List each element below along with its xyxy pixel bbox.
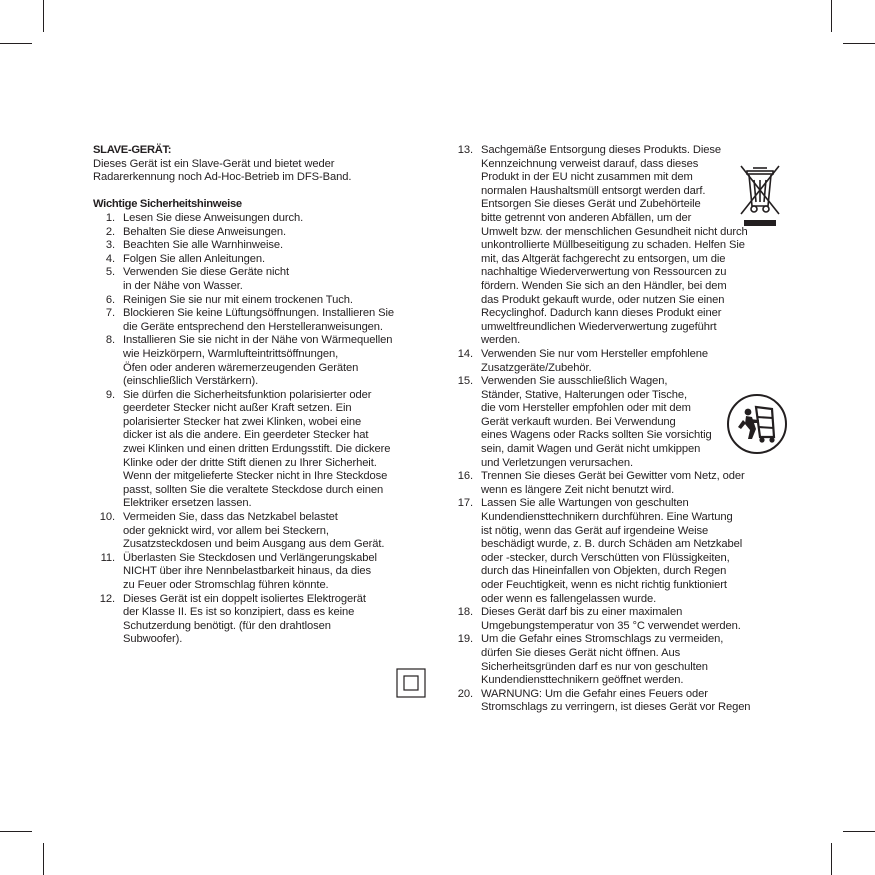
- text-line: oder wenn es fallengelassen wurde.: [481, 592, 657, 605]
- item-number: 13.: [457, 144, 473, 156]
- item-number: 16.: [457, 470, 473, 483]
- crop-mark: [43, 843, 44, 875]
- item-text: [481, 633, 785, 687]
- item-text: [481, 497, 785, 606]
- crop-mark: [843, 43, 875, 44]
- safety-item: [93, 212, 438, 226]
- slave-heading: SLAVE-GERÄT:: [93, 144, 172, 156]
- crop-mark: [831, 0, 832, 32]
- item-number: 9.: [105, 388, 115, 401]
- text-line: Lassen Sie alle Wartungen von geschulten: [481, 497, 689, 510]
- safety-item: [455, 497, 785, 606]
- item-number: 5.: [105, 266, 115, 279]
- text-line: Zusatzgeräte/Zubehör.: [481, 361, 592, 374]
- text-line: Klinke oder der dritte Stift dienen zu Ihrer Sicherheit.: [123, 456, 377, 469]
- text-line: Dieses Gerät darf bis zu einer maximalen: [481, 606, 683, 619]
- safety-item: [93, 511, 438, 552]
- text-line: Verwenden Sie diese Geräte nicht: [123, 266, 289, 279]
- text-line: Zusatzsteckdosen und beim Ausgang aus dem Gerät.: [123, 538, 385, 551]
- text-line: sein, damit Wagen und Gerät nicht umkippen: [481, 443, 701, 456]
- text-line: Kennzeichnung verweist darauf, dass dieses: [481, 157, 699, 170]
- item-text: [123, 552, 438, 593]
- text-line: Reinigen Sie sie nur mit einem trockenen Tuch.: [123, 293, 353, 306]
- text-line: Radarerkennung noch Ad-Hoc-Betrieb im DFS-Band.: [93, 171, 352, 184]
- left-column: [93, 144, 438, 647]
- text-line: Ständer, Stative, Halterungen oder Tische,: [481, 388, 688, 401]
- text-line: zwei Klinken und einen dritten Erdungsstift. Die dickere: [123, 443, 391, 456]
- text-line: werden.: [481, 334, 521, 347]
- item-number: 17.: [457, 497, 473, 510]
- item-number: 6.: [105, 293, 115, 306]
- slave-description: [93, 158, 438, 185]
- safety-item: [455, 144, 785, 348]
- item-text: [123, 294, 438, 308]
- text-line: zu Feuer oder Stromschlag führen könnte.: [123, 579, 329, 591]
- safety-item: [455, 606, 785, 633]
- text-line: der Klasse II. Es ist so konzipiert, dass es keine: [123, 606, 355, 619]
- text-line: passt, sollten Sie die veraltete Steckdose durch einen: [123, 483, 384, 496]
- safety-item: [93, 552, 438, 593]
- text-line: wenn es längere Zeit nicht benutzt wird.: [481, 483, 675, 496]
- safety-item: [93, 307, 438, 334]
- text-line: dicker ist als die andere. Ein geerdeter Stecker hat: [123, 429, 369, 442]
- safety-item: [455, 470, 785, 497]
- text-line: NICHT über ihre Nennbelastbarkeit hinaus, da dies: [123, 565, 371, 578]
- text-line: Umgebungstemperatur von 35 °C verwendet werden.: [481, 619, 741, 632]
- text-line: in der Nähe von Wasser.: [123, 279, 243, 292]
- text-line: Schutzerdung benötigt. (für den drahtlosen: [123, 619, 331, 632]
- item-text: [481, 470, 785, 497]
- crop-mark: [843, 831, 875, 832]
- text-line: Produkt in der EU nicht zusammen mit dem: [481, 171, 693, 184]
- double-square-class-ii-icon: [396, 668, 426, 698]
- item-number: 14.: [457, 347, 473, 360]
- text-line: Umwelt bzw. der menschlichen Gesundheit nicht durch: [481, 225, 748, 238]
- safety-item: [455, 633, 785, 687]
- text-line: oder -stecker, durch Verschütten von Flüssigkeiten,: [481, 551, 730, 564]
- text-line: dürfen Sie dieses Gerät nicht öffnen. Aus: [481, 646, 681, 659]
- item-text: [123, 389, 438, 511]
- text-line: Recyclinghof. Dadurch kann dieses Produkt einer: [481, 307, 722, 320]
- text-line: Dieses Gerät ist ein doppelt isoliertes Elektrogerät: [123, 592, 366, 605]
- item-text: [481, 688, 785, 715]
- item-number: 10.: [99, 511, 115, 524]
- item-text: [123, 239, 438, 253]
- text-line: Dieses Gerät ist ein Slave-Gerät und bietet weder: [93, 157, 335, 170]
- item-text: [123, 334, 438, 388]
- text-line: Lesen Sie diese Anweisungen durch.: [123, 211, 304, 224]
- text-line: Blockieren Sie keine Lüftungsöffnungen. Installieren Sie: [123, 307, 394, 320]
- text-line: WARNUNG: Um die Gefahr eines Feuers oder: [481, 687, 708, 700]
- text-line: Subwoofer).: [123, 633, 183, 646]
- item-number: 12.: [99, 592, 115, 605]
- text-line: (einschließlich Verstärkern).: [123, 375, 259, 388]
- text-line: Vermeiden Sie, dass das Netzkabel belastet: [123, 511, 338, 524]
- cart-tip-over-warning-icon: [726, 393, 788, 455]
- text-line: das Produkt gekauft wurde, oder nutzen Sie einen: [481, 293, 725, 306]
- text-line: Sicherheitsgründen darf es nur von geschulten: [481, 660, 708, 673]
- item-text: [123, 266, 438, 293]
- text-line: Folgen Sie allen Anleitungen.: [123, 252, 266, 265]
- safety-item: [93, 593, 438, 647]
- text-line: unkontrollierte Müllbeseitigung zu schaden. Helfen Sie: [481, 239, 745, 252]
- item-number: 18.: [457, 606, 473, 619]
- text-line: polarisierter Stecker hat zwei Klinken, wobei eine: [123, 415, 362, 428]
- safety-item: [93, 239, 438, 253]
- item-text: [123, 226, 438, 240]
- text-line: Gerät verkauft wurden. Bei Verwendung: [481, 415, 676, 428]
- text-line: beschädigt wurde, z. B. durch Schäden am Netzkabel: [481, 538, 743, 551]
- text-line: Verwenden Sie nur vom Hersteller empfohlene: [481, 347, 709, 360]
- text-line: oder geknickt wird, vor allem bei Steckern,: [123, 524, 329, 537]
- text-line: Installieren Sie sie nicht in der Nähe von Wärmequellen: [123, 334, 393, 347]
- text-line: Überlasten Sie Steckdosen und Verlängerungskabel: [123, 551, 377, 564]
- safety-list-left: [93, 212, 438, 647]
- safety-item: [93, 334, 438, 388]
- item-text: [123, 307, 438, 334]
- item-number: 4.: [105, 252, 115, 265]
- text-line: und Verletzungen verursachen.: [481, 456, 633, 469]
- text-line: Behalten Sie diese Anweisungen.: [123, 225, 286, 238]
- text-line: Entsorgen Sie dieses Gerät und Zubehörteile: [481, 198, 701, 211]
- crop-mark: [43, 0, 44, 32]
- item-number: 20.: [457, 687, 473, 700]
- text-line: bitte getrennt von anderen Abfällen, um der: [481, 211, 692, 224]
- text-line: Sie dürfen die Sicherheitsfunktion polarisierter oder: [123, 388, 372, 401]
- item-number: 3.: [105, 239, 115, 252]
- text-line: ist nötig, wenn das Gerät auf irgendeine Weise: [481, 524, 709, 537]
- text-line: nachhaltige Wiederverwertung von Ressourcen zu: [481, 266, 727, 279]
- text-line: die Geräte entsprechend den Herstelleranweisungen.: [123, 320, 383, 333]
- text-line: oder Feuchtigkeit, wenn es nicht richtig funktioniert: [481, 579, 727, 591]
- item-number: 1.: [105, 211, 115, 224]
- text-line: Kundendiensttechnikern geöffnet werden.: [481, 674, 684, 687]
- safety-item: [455, 688, 785, 715]
- safety-heading: Wichtige Sicherheitshinweise: [93, 198, 242, 211]
- item-text: [123, 253, 438, 267]
- item-text: [481, 606, 785, 633]
- safety-item: [93, 253, 438, 267]
- safety-item: [93, 226, 438, 240]
- text-line: eines Wagens oder Racks sollten Sie vorsichtig: [481, 429, 712, 442]
- item-text: [123, 212, 438, 226]
- safety-item: [93, 389, 438, 511]
- item-number: 2.: [105, 225, 115, 238]
- crossed-out-wheelie-bin-icon: [739, 162, 781, 230]
- text-line: umweltfreundlichen Wiederverwertung zugeführt: [481, 320, 717, 333]
- item-number: 7.: [105, 307, 115, 320]
- text-line: Um die Gefahr eines Stromschlags zu vermeiden,: [481, 633, 724, 646]
- text-line: Stromschlags zu verringern, ist dieses Gerät vor Regen: [481, 701, 751, 714]
- text-line: Beachten Sie alle Warnhinweise.: [123, 239, 284, 252]
- item-number: 15.: [457, 375, 473, 388]
- safety-item: [93, 266, 438, 293]
- text-line: Öfen oder anderen wäremerzeugenden Geräten: [123, 361, 359, 374]
- text-line: Kundendiensttechnikern durchführen. Eine Wartung: [481, 511, 733, 524]
- text-line: geerdeter Stecker nicht außer Kraft setzen. Ein: [123, 402, 352, 415]
- text-line: mit, das Altgerät fachgerecht zu entsorgen, um die: [481, 252, 726, 265]
- text-line: Verwenden Sie ausschließlich Wagen,: [481, 375, 668, 388]
- safety-item: [93, 294, 438, 308]
- text-line: Trennen Sie dieses Gerät bei Gewitter vom Netz, oder: [481, 470, 745, 483]
- item-number: 19.: [457, 633, 473, 646]
- text-line: wie Heizkörpern, Warmlufteintrittsöffnungen,: [123, 347, 339, 360]
- crop-mark: [0, 43, 32, 44]
- item-text: [123, 511, 438, 552]
- item-number: 8.: [105, 334, 115, 347]
- text-line: durch das Hineinfallen von Objekten, durch Regen: [481, 565, 727, 578]
- text-line: fördern. Wenden Sie sich an den Händler, bei dem: [481, 279, 727, 292]
- text-line: die vom Hersteller empfohlen oder mit dem: [481, 402, 691, 415]
- text-line: Elektriker ersetzen lassen.: [123, 497, 252, 510]
- text-line: normalen Haushaltsmüll entsorgt werden darf.: [481, 184, 706, 197]
- crop-mark: [831, 843, 832, 875]
- item-number: 11.: [100, 551, 115, 564]
- text-line: Wenn der mitgelieferte Stecker nicht in Ihre Steckdose: [123, 470, 388, 483]
- item-text: [481, 348, 785, 375]
- safety-item: [455, 348, 785, 375]
- text-line: Sachgemäße Entsorgung dieses Produkts. Diese: [481, 144, 721, 156]
- crop-mark: [0, 831, 32, 832]
- item-text: [123, 593, 438, 647]
